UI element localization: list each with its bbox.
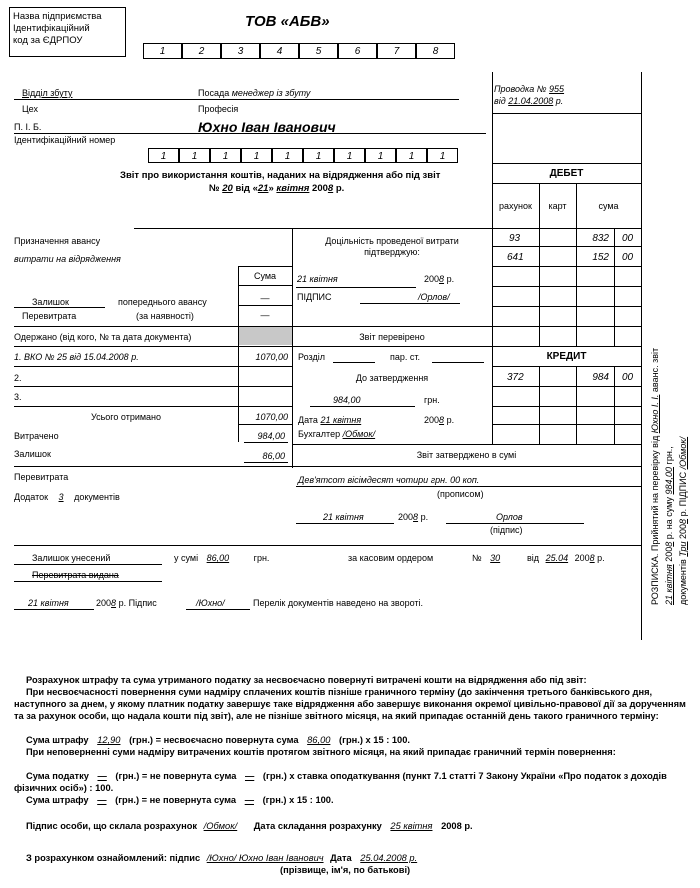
- confirm-year: 2008 р.: [424, 274, 455, 284]
- if-any-label: (за наявності): [136, 311, 194, 321]
- head-date: 21 квітня: [323, 512, 364, 522]
- receipt-line-3: документів Три 2008 р. ПІДПИС /Обмок/: [678, 436, 688, 605]
- org-label-2: Ідентифікаційний: [13, 23, 90, 34]
- to-approve-label: До затвердження: [355, 373, 429, 383]
- credit-row-1-sum: 984: [592, 372, 609, 383]
- acknowledgement-note: (прізвище, ім'я, по батькові): [280, 865, 411, 875]
- head-sign-label: (підпис): [490, 525, 523, 535]
- debit-col-card: карт: [548, 201, 567, 211]
- check-year: 2008 р.: [424, 415, 455, 425]
- signature-label: ПІДПИС: [297, 292, 332, 302]
- org-label-1: Назва підприємства: [13, 11, 102, 22]
- department: Відділ збуту: [22, 88, 73, 98]
- penalty-formula-3: Сума штрафу — (грн.) = не повернута сума — (грн.) х 15 : 100.: [26, 795, 334, 805]
- id-digit: 1: [396, 148, 427, 163]
- id-digit: 1: [210, 148, 241, 163]
- total-value: 1070,00: [255, 412, 288, 422]
- code-digit: 8: [416, 43, 455, 59]
- id-digit: 1: [427, 148, 458, 163]
- purpose-label: Призначення авансу: [14, 236, 101, 246]
- report-number-line: № 20 від «21» квітня 2008 р.: [209, 183, 345, 194]
- cash-order-label: за касовим ордером: [348, 553, 434, 563]
- prev-overspend-label: Перевитрата: [22, 311, 77, 321]
- check-date: Дата 21 квітня: [298, 415, 362, 425]
- debit-row-2-sum: 152: [592, 252, 609, 263]
- org-label-3: код за ЄДРПОУ: [13, 35, 83, 46]
- prev-advance-label: попереднього авансу: [118, 297, 207, 307]
- received-line-2: 2.: [14, 373, 22, 383]
- footer-year: 2008 р. Підпис: [96, 598, 157, 608]
- deposit-sum: у сумі 86,00 грн.: [174, 553, 270, 563]
- code-digit: 1: [143, 43, 182, 59]
- spent-value: 984,00: [257, 431, 285, 441]
- spent-label: Витрачено: [14, 431, 59, 441]
- footer-sign: /Юхно/: [196, 598, 225, 608]
- purpose-value: витрати на відрядження: [14, 254, 121, 264]
- debit-row-1-kop: 00: [621, 233, 634, 244]
- received-line-1: 1. ВКО № 25 від 15.04.2008 р.: [14, 352, 139, 362]
- remainder-value: 86,00: [262, 451, 285, 461]
- checked-label: Звіт перевірено: [359, 332, 425, 342]
- attachment: Додаток 3 документів: [14, 492, 120, 502]
- code-digit: 6: [338, 43, 377, 59]
- approved-words: Дев'ятсот вісімдесят чотири грн. 00 коп.: [298, 475, 480, 485]
- debit-col-sum: сума: [598, 201, 619, 211]
- workshop-label: Цех: [22, 104, 38, 114]
- id-digit: 1: [303, 148, 334, 163]
- id-digit: 1: [241, 148, 272, 163]
- cash-order-no: № 30: [472, 553, 501, 563]
- received-line-3: 3.: [14, 392, 22, 402]
- penalty-formula-1: Сума штрафу 12,90 (грн.) = несвоєчасно повернута сума 86,00 (грн.) х 15 : 100.: [26, 735, 410, 745]
- credit-row-1-kop: 00: [621, 372, 634, 383]
- approve-sum: 984,00: [333, 395, 361, 405]
- overspend-label: Перевитрата: [14, 472, 69, 482]
- receipt-border-left: [641, 72, 642, 640]
- name-label: П. І. Б.: [14, 122, 42, 132]
- footer-date: 21 квітня: [28, 598, 69, 608]
- receipt-line-2: 21 квітня 2008 р. на суму 984,00 грн.,: [664, 446, 674, 605]
- penalty-formula-2: Сума податку — (грн.) = не повернута сума — (грн.) х ставка оподаткування (пункт 7.1 статті 7 Закону України «Про податок з доходів фізичних осіб») : 100.: [14, 771, 667, 793]
- receipt-line-1: РОЗПИСКА. Прийнятий на перевірку від Юхно І. І. аванс. звіт: [650, 347, 660, 605]
- section-label: Розділ: [298, 352, 325, 362]
- cash-order-date: від 25.04 2008 р.: [527, 553, 605, 563]
- id-digit: 1: [179, 148, 210, 163]
- code-digit: 4: [260, 43, 299, 59]
- approved-label: Звіт затверджено в сумі: [416, 450, 517, 460]
- code-digit: 7: [377, 43, 416, 59]
- debit-col-account: рахунок: [499, 201, 532, 211]
- shaded-cell: [239, 327, 292, 345]
- sum-header: Сума: [253, 271, 277, 281]
- employee-name: Юхно Іван Іванович: [198, 119, 336, 135]
- approve-uah: грн.: [424, 395, 440, 405]
- id-digit: 1: [148, 148, 179, 163]
- code-digit: 5: [299, 43, 338, 59]
- code-digit: 2: [182, 43, 221, 59]
- debit-row-1-account: 93: [509, 233, 521, 244]
- id-label: Ідентифікаційний номер: [14, 135, 116, 145]
- signature-value: /Орлов/: [418, 292, 450, 302]
- total-label: Усього отримано: [90, 412, 162, 422]
- deposited-label: Залишок унесений: [32, 553, 111, 563]
- overspend-paid: Перевитрата видана: [32, 570, 119, 580]
- article-label: пар. ст.: [390, 352, 421, 362]
- prev-balance-value: —: [260, 293, 270, 303]
- debit-header: ДЕБЕТ: [549, 168, 584, 179]
- prev-overspend-value: —: [260, 310, 270, 320]
- remainder-label: Залишок: [14, 449, 51, 459]
- position: Посада менеджер із збуту: [198, 88, 311, 98]
- expediency-label-2: підтверджую:: [364, 247, 420, 257]
- company-name: ТОВ «АБВ»: [245, 13, 330, 30]
- penalty-para-1: При несвоєчасності повернення суми надміру сплачених коштів пізніше граничного терміну (до закінчення третього банківського дня, наступного за днем, у якому платник податку завершує таке відрядження або завершує виконання окремої цивільно-правової дії за дорученням та за рахунок особи, що надала кошти під звіт), але не пізніше звітного місяця, на який припадає останній день такого граничного терміну:: [14, 687, 686, 721]
- confirm-date: 21 квітня: [297, 274, 338, 284]
- position-underline: [14, 99, 459, 100]
- head-name: Орлов: [496, 512, 523, 522]
- debit-row-2-kop: 00: [621, 252, 634, 263]
- name-underline: [14, 133, 486, 134]
- received-line-1-sum: 1070,00: [255, 352, 288, 362]
- report-title: Звіт про використання коштів, наданих на відрядження або під звіт: [120, 170, 441, 181]
- head-year: 2008 р.: [398, 512, 429, 522]
- penalty-para-2: При неповерненні суми надміру витрачених коштів протягом звітного місяця, на який припадає граничний термін повернення:: [26, 747, 616, 757]
- code-digit: 3: [221, 43, 260, 59]
- debit-row-2-account: 641: [507, 252, 524, 263]
- id-digit: 1: [272, 148, 303, 163]
- credit-header: КРЕДИТ: [546, 351, 587, 362]
- profession-label: Професія: [198, 104, 239, 114]
- id-digit: 1: [334, 148, 365, 163]
- posting-number: Проводка № 955: [494, 84, 565, 94]
- prev-balance-label: Залишок: [32, 297, 69, 307]
- received-label: Одержано (від кого, № та дата документа): [14, 332, 192, 342]
- penalty-acknowledgement: З розрахунком ознайомлений: підпис /Юхно/ Юхно Іван Іванович Дата 25.04.2008 р.: [26, 853, 418, 863]
- penalty-title: Розрахунок штрафу та сума утриманого податку за несвоєчасно повернуті витрачені кошти на відрядження або під звіт:: [26, 675, 587, 685]
- credit-row-1-account: 372: [507, 372, 524, 383]
- expediency-label-1: Доцільність проведеної витрати: [325, 236, 459, 246]
- posting-date: від 21.04.2008 р.: [494, 96, 564, 106]
- documents-list-note: Перелік документів наведено на звороті.: [253, 598, 424, 608]
- accountant: Бухгалтер /Обмок/: [298, 429, 376, 439]
- penalty-signature: Підпис особи, що склала розрахунок /Обмок/ Дата складання розрахунку 25 квітня 2008 р.: [26, 821, 473, 831]
- debit-row-1-sum: 832: [592, 233, 609, 244]
- id-digit: 1: [365, 148, 396, 163]
- in-words-note: (прописом): [437, 489, 484, 499]
